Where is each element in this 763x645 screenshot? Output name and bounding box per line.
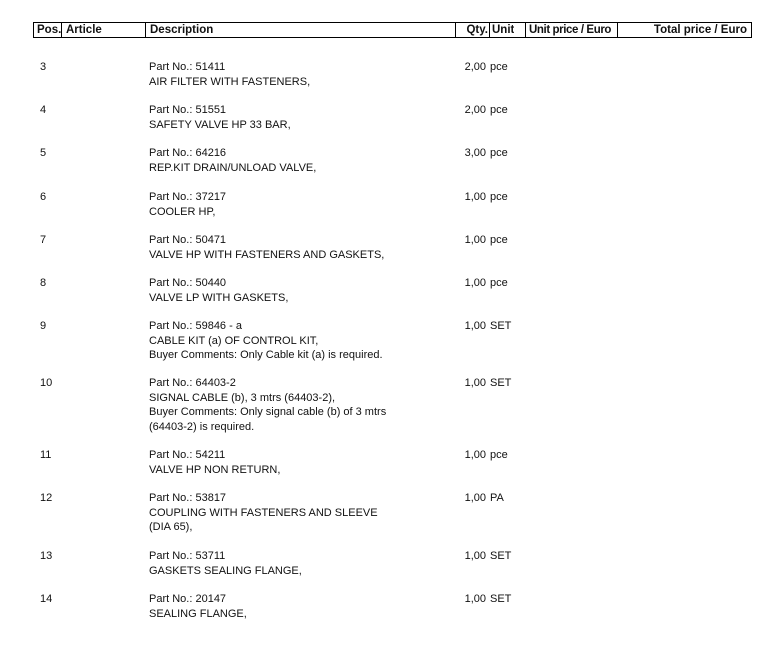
position-number: 12 <box>40 492 53 504</box>
position-number: 10 <box>40 377 53 389</box>
header-pos: Pos. <box>37 24 62 36</box>
description-line: Part No.: 59846 - a <box>149 320 242 332</box>
item-description <box>149 103 449 132</box>
item-quantity: 2,00 <box>464 61 486 73</box>
description-line: AIR FILTER WITH FASTENERS, <box>149 75 311 88</box>
description-line: SIGNAL CABLE (b), 3 mtrs (64403-2), <box>149 391 336 404</box>
header-qty: Qty. <box>466 24 488 36</box>
position-number: 8 <box>40 277 47 289</box>
header-unit-price: Unit price / Euro <box>529 24 612 36</box>
position-number: 4 <box>40 104 47 116</box>
item-quantity: 1,00 <box>464 320 486 332</box>
item-quantity: 1,00 <box>464 449 486 461</box>
description-line: VALVE HP WITH FASTENERS AND GASKETS, <box>149 248 385 261</box>
header-description: Description <box>150 24 214 36</box>
description-line: Part No.: 51551 <box>149 104 227 116</box>
item-unit: pce <box>490 449 508 461</box>
item-description <box>149 146 449 175</box>
item-quantity: 1,00 <box>464 550 486 562</box>
item-unit: PA <box>490 492 504 504</box>
item-description <box>149 233 449 262</box>
position-number: 3 <box>40 61 47 73</box>
description-line: VALVE HP NON RETURN, <box>149 463 281 476</box>
header-divider <box>617 23 618 37</box>
description-line: VALVE LP WITH GASKETS, <box>149 291 289 304</box>
header-divider <box>489 23 490 37</box>
item-unit: SET <box>490 377 512 389</box>
description-line: Part No.: 50471 <box>149 234 227 246</box>
description-line: Part No.: 64403-2 <box>149 377 236 389</box>
description-line: Part No.: 37217 <box>149 191 227 203</box>
header-article: Article <box>66 24 102 36</box>
header-unit: Unit <box>492 24 515 36</box>
description-line: Part No.: 53711 <box>149 550 226 562</box>
item-description <box>149 448 449 477</box>
table-header <box>33 22 752 38</box>
item-unit: pce <box>490 277 508 289</box>
description-line: (DIA 65), <box>149 521 193 533</box>
position-number: 11 <box>40 449 52 461</box>
item-unit: SET <box>490 593 512 605</box>
description-line: Part No.: 64216 <box>149 147 227 159</box>
description-line: (64403-2) is required. <box>149 420 255 433</box>
header-divider <box>61 23 62 37</box>
item-description <box>149 190 449 219</box>
item-quantity: 1,00 <box>464 492 486 504</box>
position-number: 9 <box>40 320 47 332</box>
header-divider <box>525 23 526 37</box>
position-number: 14 <box>40 593 53 605</box>
description-line: Part No.: 53817 <box>149 492 227 504</box>
description-line: Part No.: 54211 <box>149 449 226 461</box>
header-divider <box>145 23 146 37</box>
item-unit: pce <box>490 61 508 73</box>
item-description <box>149 491 449 535</box>
item-description <box>149 376 449 434</box>
description-line: COUPLING WITH FASTENERS AND SLEEVE <box>149 506 378 519</box>
description-line: SAFETY VALVE HP 33 BAR, <box>149 118 291 131</box>
description-line: Part No.: 51411 <box>149 61 226 73</box>
description-line: Buyer Comments: Only signal cable (b) of 3 mtrs <box>149 406 387 418</box>
item-description <box>149 592 449 621</box>
item-quantity: 1,00 <box>464 277 486 289</box>
header-divider <box>455 23 456 37</box>
position-number: 6 <box>40 191 47 203</box>
item-unit: SET <box>490 550 512 562</box>
description-line: CABLE KIT (a) OF CONTROL KIT, <box>149 334 319 347</box>
item-description <box>149 549 449 578</box>
description-line: GASKETS SEALING FLANGE, <box>149 564 302 577</box>
item-quantity: 1,00 <box>464 377 486 389</box>
item-quantity: 3,00 <box>464 147 486 159</box>
item-description <box>149 60 449 89</box>
position-number: 7 <box>40 234 47 246</box>
item-unit: SET <box>490 320 512 332</box>
description-line: REP.KIT DRAIN/UNLOAD VALVE, <box>149 161 317 174</box>
item-quantity: 2,00 <box>464 104 486 116</box>
description-line: COOLER HP, <box>149 205 216 218</box>
description-line: SEALING FLANGE, <box>149 607 247 620</box>
item-quantity: 1,00 <box>464 234 486 246</box>
item-description <box>149 319 449 363</box>
item-unit: pce <box>490 191 508 203</box>
description-line: Part No.: 50440 <box>149 277 227 289</box>
description-line: Buyer Comments: Only Cable kit (a) is required. <box>149 349 383 361</box>
position-number: 13 <box>40 550 53 562</box>
item-unit: pce <box>490 234 508 246</box>
item-unit: pce <box>490 147 508 159</box>
item-unit: pce <box>490 104 508 116</box>
description-line: Part No.: 20147 <box>149 593 227 605</box>
item-quantity: 1,00 <box>464 593 486 605</box>
item-quantity: 1,00 <box>464 191 486 203</box>
item-description <box>149 276 449 305</box>
header-total-price: Total price / Euro <box>653 24 747 36</box>
position-number: 5 <box>40 147 47 159</box>
